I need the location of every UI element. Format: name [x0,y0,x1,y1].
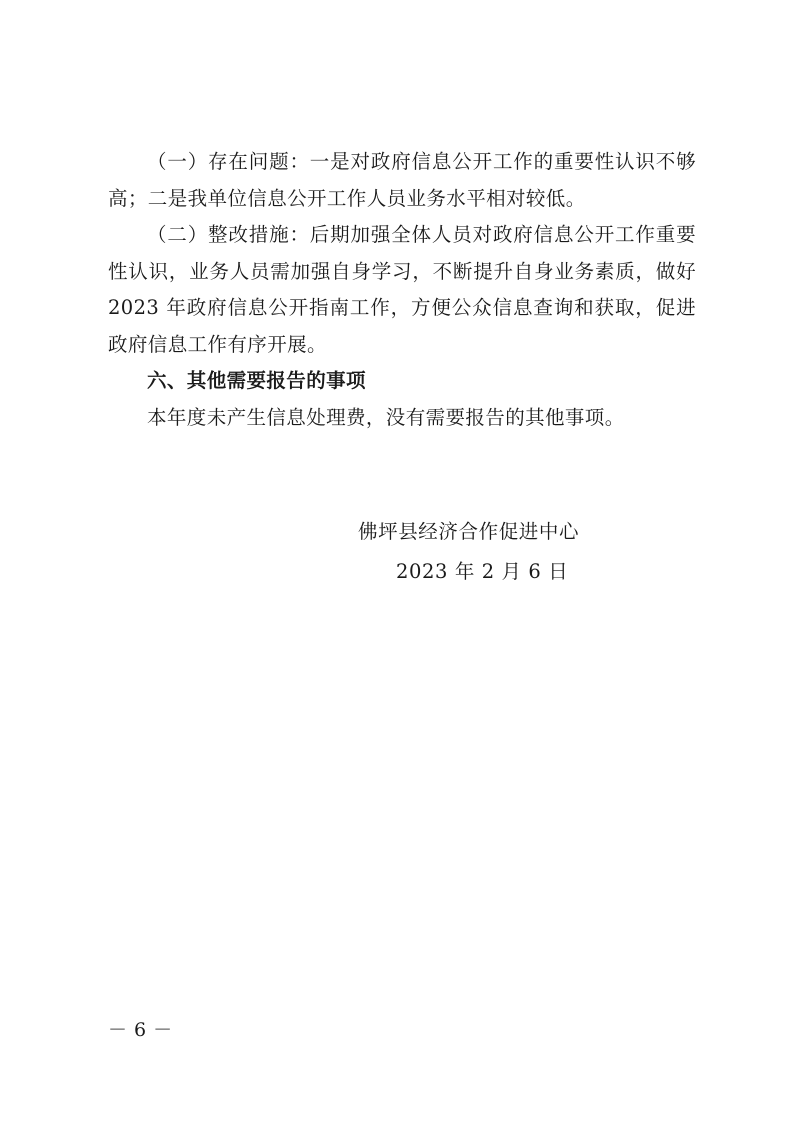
signature-block [350,512,630,592]
section-heading: 六、其他需要报告的事项 [147,369,366,392]
page-number: － 6 － [108,1019,173,1041]
document-body [108,144,696,436]
measures-paragraph: （二）整改措施：后期加强全体人员对政府信息公开工作重要性认识，业务人员需加强自身学习，不断提升自身业务素质，做好 2023 年政府信息公开指南工作，方便公众信息查询和获取，促进政府信息工作有序开展。 [108,223,696,356]
signature-organization: 佛坪县经济合作促进中心 [358,520,580,543]
section-body: 本年度未产生信息处理费，没有需要报告的其他事项。 [147,405,625,429]
signature-date: 2023 年 2 月 6 日 [396,560,569,583]
problems-paragraph: （一）存在问题：一是对政府信息公开工作的重要性认识不够高；二是我单位信息公开工作人员业务水平相对较低。 [108,150,696,210]
